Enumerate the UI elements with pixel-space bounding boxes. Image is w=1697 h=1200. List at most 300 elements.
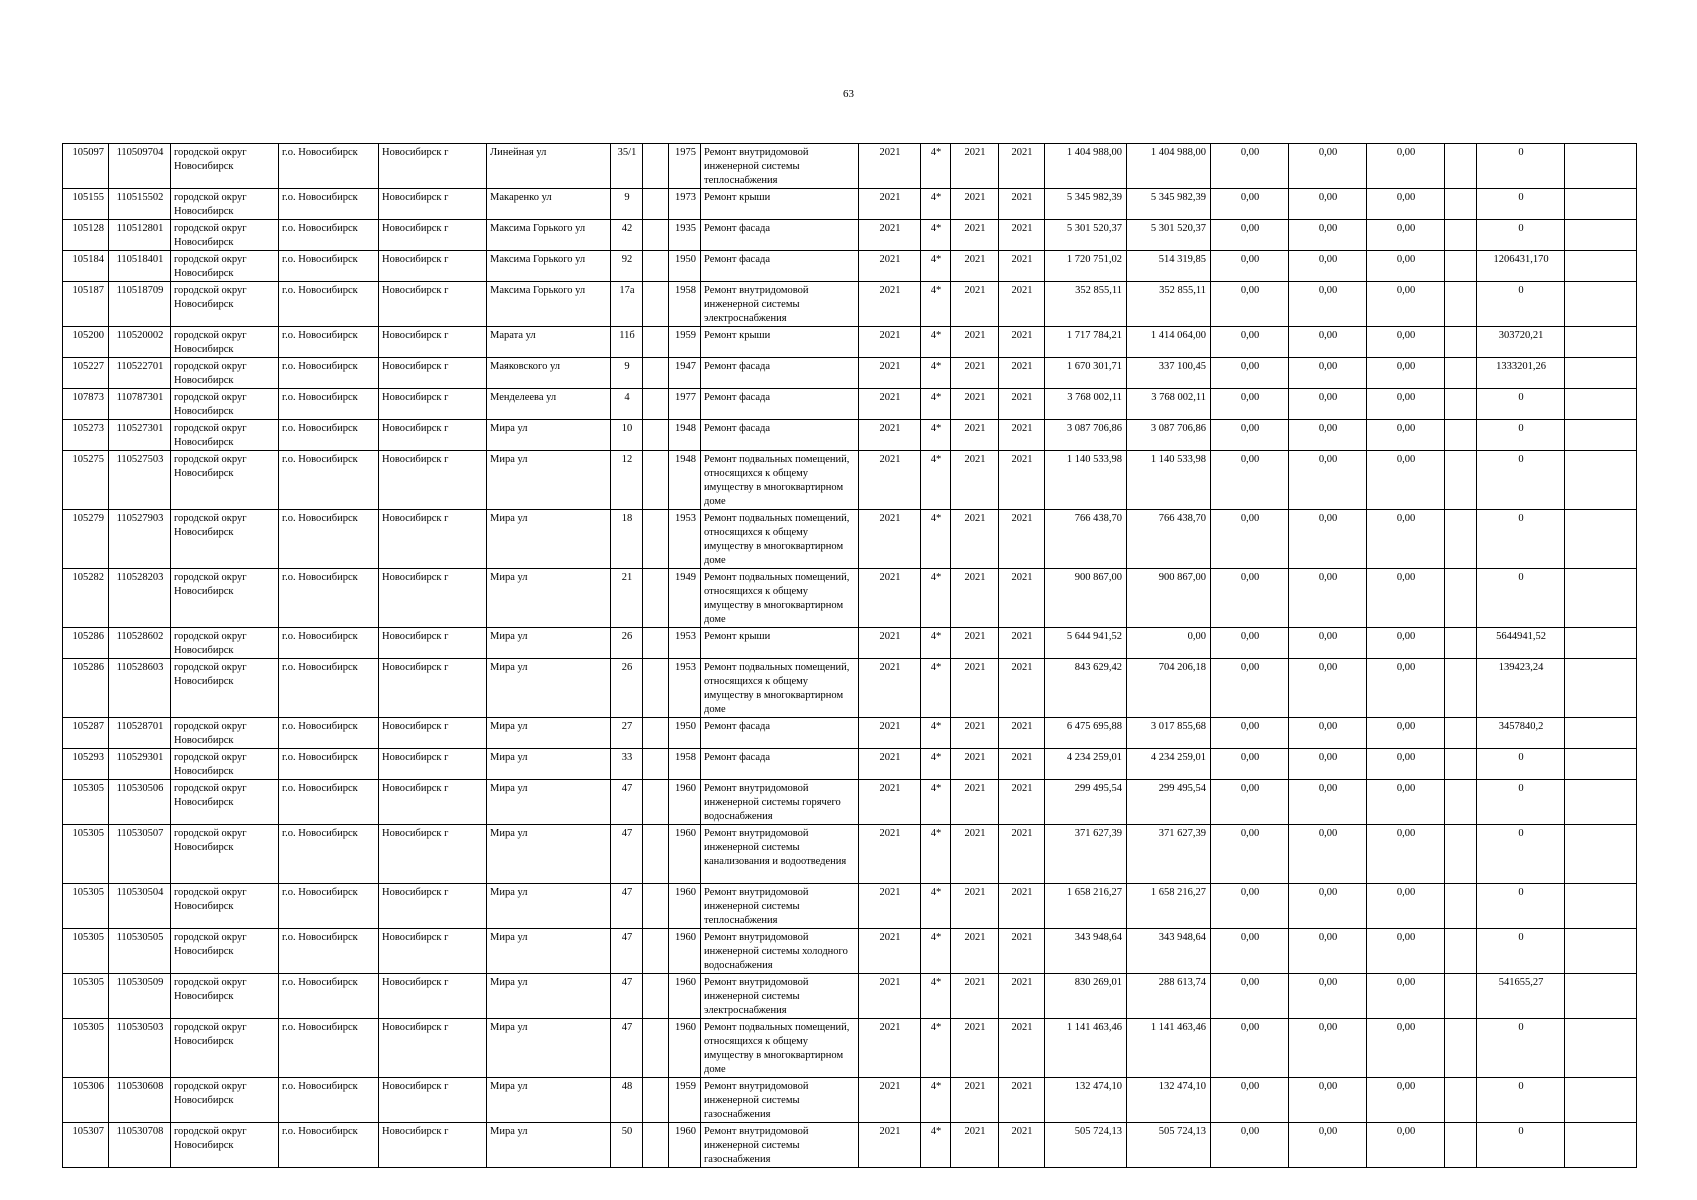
cell-id: 105306	[63, 1078, 109, 1123]
cell-budget-3: 0,00	[1367, 510, 1445, 569]
cell-district: городской округ Новосибирск	[171, 420, 279, 451]
cell-year: 1975	[669, 144, 701, 189]
cell-locality: Новосибирск г	[379, 389, 487, 420]
cell-district: городской округ Новосибирск	[171, 1123, 279, 1168]
cell-year-from: 2021	[951, 1019, 999, 1078]
cell-id: 107873	[63, 389, 109, 420]
cell-year-to: 2021	[999, 358, 1045, 389]
cell-year: 1948	[669, 420, 701, 451]
cell-code: 110512801	[109, 220, 171, 251]
cell-budget-2: 0,00	[1289, 749, 1367, 780]
cell-letter	[643, 718, 669, 749]
cell-year-to: 2021	[999, 251, 1045, 282]
cell-letter	[643, 659, 669, 718]
cell-code: 110509704	[109, 144, 171, 189]
cell-start: 2021	[859, 1123, 921, 1168]
cell-letter	[643, 780, 669, 825]
cell-house: 92	[611, 251, 643, 282]
cell-year-from: 2021	[951, 628, 999, 659]
cell-blank	[1445, 718, 1477, 749]
cell-budget-2: 0,00	[1289, 825, 1367, 884]
cell-letter	[643, 825, 669, 884]
cell-other-funds: 541655,27	[1477, 974, 1565, 1019]
cell-budget-1: 0,00	[1211, 144, 1289, 189]
cell-locality: Новосибирск г	[379, 1078, 487, 1123]
cell-district: городской округ Новосибирск	[171, 884, 279, 929]
cell-year-from: 2021	[951, 929, 999, 974]
cell-blank	[1445, 327, 1477, 358]
cell-work: Ремонт внутридомовой инженерной системы теплоснабжения	[701, 144, 859, 189]
cell-year-from: 2021	[951, 451, 999, 510]
cell-house: 12	[611, 451, 643, 510]
cell-letter	[643, 510, 669, 569]
cell-id: 105128	[63, 220, 109, 251]
cell-city-district: г.о. Новосибирск	[279, 569, 379, 628]
cell-extra	[1565, 569, 1637, 628]
cell-budget-1: 0,00	[1211, 251, 1289, 282]
cell-city-district: г.о. Новосибирск	[279, 780, 379, 825]
cell-year: 1960	[669, 929, 701, 974]
cell-blank	[1445, 220, 1477, 251]
table-row	[63, 220, 1637, 251]
cell-city-district: г.о. Новосибирск	[279, 189, 379, 220]
table-row	[63, 749, 1637, 780]
cell-locality: Новосибирск г	[379, 1123, 487, 1168]
cell-year-to: 2021	[999, 780, 1045, 825]
cell-locality: Новосибирск г	[379, 420, 487, 451]
cell-locality: Новосибирск г	[379, 1019, 487, 1078]
cell-extra	[1565, 420, 1637, 451]
cell-budget-2: 0,00	[1289, 220, 1367, 251]
cell-budget-3: 0,00	[1367, 282, 1445, 327]
cell-letter	[643, 389, 669, 420]
cell-budget-2: 0,00	[1289, 659, 1367, 718]
cell-id: 105282	[63, 569, 109, 628]
cell-fund-cost: 3 768 002,11	[1127, 389, 1211, 420]
cell-letter	[643, 884, 669, 929]
cell-street: Мира ул	[487, 420, 611, 451]
cell-letter	[643, 569, 669, 628]
cell-year-to: 2021	[999, 718, 1045, 749]
cell-city-district: г.о. Новосибирск	[279, 1019, 379, 1078]
cell-blank	[1445, 1123, 1477, 1168]
cell-budget-3: 0,00	[1367, 780, 1445, 825]
cell-id: 105293	[63, 749, 109, 780]
cell-budget-1: 0,00	[1211, 569, 1289, 628]
cell-district: городской округ Новосибирск	[171, 718, 279, 749]
cell-fund-cost: 1 140 533,98	[1127, 451, 1211, 510]
cell-year-from: 2021	[951, 974, 999, 1019]
cell-type: 4*	[921, 144, 951, 189]
cell-fund-cost: 343 948,64	[1127, 929, 1211, 974]
cell-budget-2: 0,00	[1289, 451, 1367, 510]
cell-street: Линейная ул	[487, 144, 611, 189]
cell-extra	[1565, 282, 1637, 327]
cell-budget-3: 0,00	[1367, 825, 1445, 884]
cell-id: 105286	[63, 659, 109, 718]
cell-district: городской округ Новосибирск	[171, 1078, 279, 1123]
cell-total-cost: 1 404 988,00	[1045, 144, 1127, 189]
cell-locality: Новосибирск г	[379, 282, 487, 327]
cell-district: городской округ Новосибирск	[171, 327, 279, 358]
cell-type: 4*	[921, 780, 951, 825]
cell-city-district: г.о. Новосибирск	[279, 659, 379, 718]
cell-work: Ремонт внутридомовой инженерной системы теплоснабжения	[701, 884, 859, 929]
cell-blank	[1445, 420, 1477, 451]
cell-fund-cost: 3 017 855,68	[1127, 718, 1211, 749]
table-row	[63, 282, 1637, 327]
cell-locality: Новосибирск г	[379, 718, 487, 749]
cell-budget-2: 0,00	[1289, 358, 1367, 389]
cell-district: городской округ Новосибирск	[171, 749, 279, 780]
cell-city-district: г.о. Новосибирск	[279, 974, 379, 1019]
cell-budget-2: 0,00	[1289, 718, 1367, 749]
cell-blank	[1445, 1019, 1477, 1078]
cell-locality: Новосибирск г	[379, 884, 487, 929]
cell-code: 110530504	[109, 884, 171, 929]
cell-budget-1: 0,00	[1211, 451, 1289, 510]
table-row	[63, 929, 1637, 974]
cell-fund-cost: 5 345 982,39	[1127, 189, 1211, 220]
cell-budget-3: 0,00	[1367, 144, 1445, 189]
cell-year: 1953	[669, 659, 701, 718]
cell-id: 105305	[63, 825, 109, 884]
cell-start: 2021	[859, 1019, 921, 1078]
cell-id: 105200	[63, 327, 109, 358]
cell-budget-1: 0,00	[1211, 659, 1289, 718]
cell-year-from: 2021	[951, 1123, 999, 1168]
cell-letter	[643, 251, 669, 282]
cell-total-cost: 505 724,13	[1045, 1123, 1127, 1168]
cell-budget-3: 0,00	[1367, 1123, 1445, 1168]
cell-total-cost: 299 495,54	[1045, 780, 1127, 825]
cell-street: Мира ул	[487, 510, 611, 569]
cell-city-district: г.о. Новосибирск	[279, 510, 379, 569]
cell-start: 2021	[859, 825, 921, 884]
cell-locality: Новосибирск г	[379, 628, 487, 659]
cell-district: городской округ Новосибирск	[171, 628, 279, 659]
cell-blank	[1445, 929, 1477, 974]
cell-budget-1: 0,00	[1211, 628, 1289, 659]
cell-id: 105305	[63, 974, 109, 1019]
cell-budget-2: 0,00	[1289, 628, 1367, 659]
table-row	[63, 718, 1637, 749]
cell-budget-1: 0,00	[1211, 282, 1289, 327]
cell-work: Ремонт подвальных помещений, относящихся к общему имуществу в многоквартирном доме	[701, 569, 859, 628]
cell-type: 4*	[921, 974, 951, 1019]
cell-code: 110518709	[109, 282, 171, 327]
cell-blank	[1445, 251, 1477, 282]
cell-house: 17а	[611, 282, 643, 327]
cell-city-district: г.о. Новосибирск	[279, 220, 379, 251]
cell-id: 105279	[63, 510, 109, 569]
cell-type: 4*	[921, 389, 951, 420]
cell-locality: Новосибирск г	[379, 189, 487, 220]
cell-house: 35/1	[611, 144, 643, 189]
cell-other-funds: 0	[1477, 220, 1565, 251]
cell-work: Ремонт фасада	[701, 749, 859, 780]
cell-other-funds: 0	[1477, 929, 1565, 974]
cell-street: Мира ул	[487, 929, 611, 974]
cell-other-funds: 0	[1477, 569, 1565, 628]
cell-house: 48	[611, 1078, 643, 1123]
cell-work: Ремонт внутридомовой инженерной системы газоснабжения	[701, 1078, 859, 1123]
cell-total-cost: 4 234 259,01	[1045, 749, 1127, 780]
cell-year: 1958	[669, 749, 701, 780]
cell-other-funds: 0	[1477, 749, 1565, 780]
cell-house: 42	[611, 220, 643, 251]
cell-total-cost: 5 345 982,39	[1045, 189, 1127, 220]
cell-district: городской округ Новосибирск	[171, 251, 279, 282]
cell-budget-1: 0,00	[1211, 929, 1289, 974]
cell-total-cost: 5 644 941,52	[1045, 628, 1127, 659]
cell-budget-1: 0,00	[1211, 1078, 1289, 1123]
cell-year-from: 2021	[951, 825, 999, 884]
cell-district: городской округ Новосибирск	[171, 780, 279, 825]
cell-start: 2021	[859, 189, 921, 220]
cell-code: 110530708	[109, 1123, 171, 1168]
cell-budget-3: 0,00	[1367, 389, 1445, 420]
cell-total-cost: 843 629,42	[1045, 659, 1127, 718]
table-row	[63, 389, 1637, 420]
cell-year-from: 2021	[951, 718, 999, 749]
cell-year: 1960	[669, 1019, 701, 1078]
cell-extra	[1565, 510, 1637, 569]
cell-budget-3: 0,00	[1367, 628, 1445, 659]
cell-code: 110787301	[109, 389, 171, 420]
cell-work: Ремонт фасада	[701, 718, 859, 749]
cell-total-cost: 1 720 751,02	[1045, 251, 1127, 282]
cell-type: 4*	[921, 220, 951, 251]
cell-start: 2021	[859, 659, 921, 718]
cell-work: Ремонт внутридомовой инженерной системы горячего водоснабжения	[701, 780, 859, 825]
cell-blank	[1445, 974, 1477, 1019]
cell-other-funds: 0	[1477, 420, 1565, 451]
cell-other-funds: 303720,21	[1477, 327, 1565, 358]
cell-locality: Новосибирск г	[379, 327, 487, 358]
cell-type: 4*	[921, 659, 951, 718]
cell-letter	[643, 749, 669, 780]
cell-budget-2: 0,00	[1289, 251, 1367, 282]
cell-street: Макаренко ул	[487, 189, 611, 220]
cell-fund-cost: 299 495,54	[1127, 780, 1211, 825]
repair-register-table	[62, 143, 1637, 1168]
cell-city-district: г.о. Новосибирск	[279, 358, 379, 389]
cell-start: 2021	[859, 929, 921, 974]
cell-street: Мира ул	[487, 451, 611, 510]
cell-id: 105187	[63, 282, 109, 327]
cell-budget-3: 0,00	[1367, 189, 1445, 220]
cell-blank	[1445, 659, 1477, 718]
cell-year: 1960	[669, 780, 701, 825]
cell-house: 9	[611, 189, 643, 220]
cell-code: 110515502	[109, 189, 171, 220]
cell-budget-2: 0,00	[1289, 189, 1367, 220]
cell-work: Ремонт внутридомовой инженерной системы электроснабжения	[701, 974, 859, 1019]
cell-work: Ремонт подвальных помещений, относящихся к общему имуществу в многоквартирном доме	[701, 659, 859, 718]
cell-id: 105307	[63, 1123, 109, 1168]
cell-total-cost: 5 301 520,37	[1045, 220, 1127, 251]
cell-blank	[1445, 389, 1477, 420]
cell-code: 110530507	[109, 825, 171, 884]
page-number: 63	[843, 88, 854, 100]
cell-code: 110528603	[109, 659, 171, 718]
cell-district: городской округ Новосибирск	[171, 825, 279, 884]
cell-blank	[1445, 825, 1477, 884]
cell-fund-cost: 5 301 520,37	[1127, 220, 1211, 251]
cell-fund-cost: 1 141 463,46	[1127, 1019, 1211, 1078]
cell-extra	[1565, 251, 1637, 282]
cell-year: 1949	[669, 569, 701, 628]
cell-type: 4*	[921, 510, 951, 569]
cell-city-district: г.о. Новосибирск	[279, 1078, 379, 1123]
cell-blank	[1445, 358, 1477, 389]
cell-budget-3: 0,00	[1367, 749, 1445, 780]
cell-house: 47	[611, 929, 643, 974]
cell-code: 110527503	[109, 451, 171, 510]
cell-budget-3: 0,00	[1367, 251, 1445, 282]
cell-budget-3: 0,00	[1367, 929, 1445, 974]
cell-blank	[1445, 749, 1477, 780]
cell-house: 47	[611, 825, 643, 884]
cell-locality: Новосибирск г	[379, 220, 487, 251]
cell-locality: Новосибирск г	[379, 780, 487, 825]
cell-budget-2: 0,00	[1289, 884, 1367, 929]
cell-total-cost: 1 140 533,98	[1045, 451, 1127, 510]
table-row	[63, 251, 1637, 282]
cell-district: городской округ Новосибирск	[171, 510, 279, 569]
cell-budget-2: 0,00	[1289, 282, 1367, 327]
cell-house: 26	[611, 628, 643, 659]
cell-start: 2021	[859, 251, 921, 282]
cell-fund-cost: 505 724,13	[1127, 1123, 1211, 1168]
cell-year-to: 2021	[999, 1078, 1045, 1123]
cell-total-cost: 1 141 463,46	[1045, 1019, 1127, 1078]
cell-house: 21	[611, 569, 643, 628]
cell-budget-2: 0,00	[1289, 929, 1367, 974]
table-row	[63, 510, 1637, 569]
cell-total-cost: 6 475 695,88	[1045, 718, 1127, 749]
cell-work: Ремонт крыши	[701, 189, 859, 220]
cell-work: Ремонт внутридомовой инженерной системы канализования и водоотведения	[701, 825, 859, 884]
cell-year-from: 2021	[951, 884, 999, 929]
cell-code: 110520002	[109, 327, 171, 358]
cell-budget-3: 0,00	[1367, 718, 1445, 749]
cell-year-from: 2021	[951, 659, 999, 718]
cell-budget-1: 0,00	[1211, 389, 1289, 420]
cell-id: 105227	[63, 358, 109, 389]
cell-year-from: 2021	[951, 251, 999, 282]
cell-locality: Новосибирск г	[379, 451, 487, 510]
cell-fund-cost: 4 234 259,01	[1127, 749, 1211, 780]
cell-letter	[643, 929, 669, 974]
cell-extra	[1565, 1078, 1637, 1123]
cell-other-funds: 0	[1477, 282, 1565, 327]
cell-blank	[1445, 884, 1477, 929]
cell-blank	[1445, 282, 1477, 327]
cell-locality: Новосибирск г	[379, 144, 487, 189]
cell-type: 4*	[921, 451, 951, 510]
cell-locality: Новосибирск г	[379, 358, 487, 389]
cell-total-cost: 1 670 301,71	[1045, 358, 1127, 389]
cell-blank	[1445, 189, 1477, 220]
cell-code: 110530506	[109, 780, 171, 825]
cell-district: городской округ Новосибирск	[171, 389, 279, 420]
cell-start: 2021	[859, 718, 921, 749]
cell-type: 4*	[921, 327, 951, 358]
cell-code: 110530503	[109, 1019, 171, 1078]
cell-year-from: 2021	[951, 358, 999, 389]
cell-blank	[1445, 628, 1477, 659]
cell-budget-2: 0,00	[1289, 389, 1367, 420]
cell-start: 2021	[859, 327, 921, 358]
cell-other-funds: 0	[1477, 884, 1565, 929]
cell-budget-3: 0,00	[1367, 420, 1445, 451]
cell-letter	[643, 189, 669, 220]
cell-year-to: 2021	[999, 1123, 1045, 1168]
cell-street: Маяковского ул	[487, 358, 611, 389]
cell-blank	[1445, 780, 1477, 825]
cell-budget-2: 0,00	[1289, 569, 1367, 628]
cell-budget-3: 0,00	[1367, 220, 1445, 251]
cell-other-funds: 0	[1477, 189, 1565, 220]
cell-other-funds: 1333201,26	[1477, 358, 1565, 389]
cell-work: Ремонт крыши	[701, 327, 859, 358]
cell-code: 110530608	[109, 1078, 171, 1123]
cell-budget-3: 0,00	[1367, 884, 1445, 929]
cell-id: 105305	[63, 884, 109, 929]
cell-start: 2021	[859, 884, 921, 929]
cell-house: 18	[611, 510, 643, 569]
cell-start: 2021	[859, 144, 921, 189]
cell-extra	[1565, 1123, 1637, 1168]
cell-house: 47	[611, 974, 643, 1019]
cell-district: городской округ Новосибирск	[171, 974, 279, 1019]
cell-fund-cost: 337 100,45	[1127, 358, 1211, 389]
cell-year-to: 2021	[999, 327, 1045, 358]
cell-year: 1960	[669, 1123, 701, 1168]
cell-blank	[1445, 144, 1477, 189]
cell-year-from: 2021	[951, 569, 999, 628]
cell-year: 1947	[669, 358, 701, 389]
cell-budget-2: 0,00	[1289, 974, 1367, 1019]
cell-year: 1960	[669, 884, 701, 929]
cell-code: 110528602	[109, 628, 171, 659]
cell-other-funds: 0	[1477, 451, 1565, 510]
cell-fund-cost: 352 855,11	[1127, 282, 1211, 327]
cell-code: 110528701	[109, 718, 171, 749]
cell-street: Мира ул	[487, 1078, 611, 1123]
cell-letter	[643, 1078, 669, 1123]
cell-id: 105305	[63, 929, 109, 974]
cell-street: Максима Горького ул	[487, 282, 611, 327]
cell-budget-1: 0,00	[1211, 749, 1289, 780]
cell-letter	[643, 974, 669, 1019]
cell-work: Ремонт внутридомовой инженерной системы электроснабжения	[701, 282, 859, 327]
cell-extra	[1565, 358, 1637, 389]
cell-code: 110527903	[109, 510, 171, 569]
cell-other-funds: 0	[1477, 825, 1565, 884]
cell-blank	[1445, 1078, 1477, 1123]
cell-budget-1: 0,00	[1211, 420, 1289, 451]
cell-work: Ремонт внутридомовой инженерной системы холодного водоснабжения	[701, 929, 859, 974]
table-row	[63, 1078, 1637, 1123]
cell-budget-2: 0,00	[1289, 1123, 1367, 1168]
cell-id: 105155	[63, 189, 109, 220]
cell-code: 110518401	[109, 251, 171, 282]
cell-id: 105273	[63, 420, 109, 451]
cell-year-to: 2021	[999, 220, 1045, 251]
